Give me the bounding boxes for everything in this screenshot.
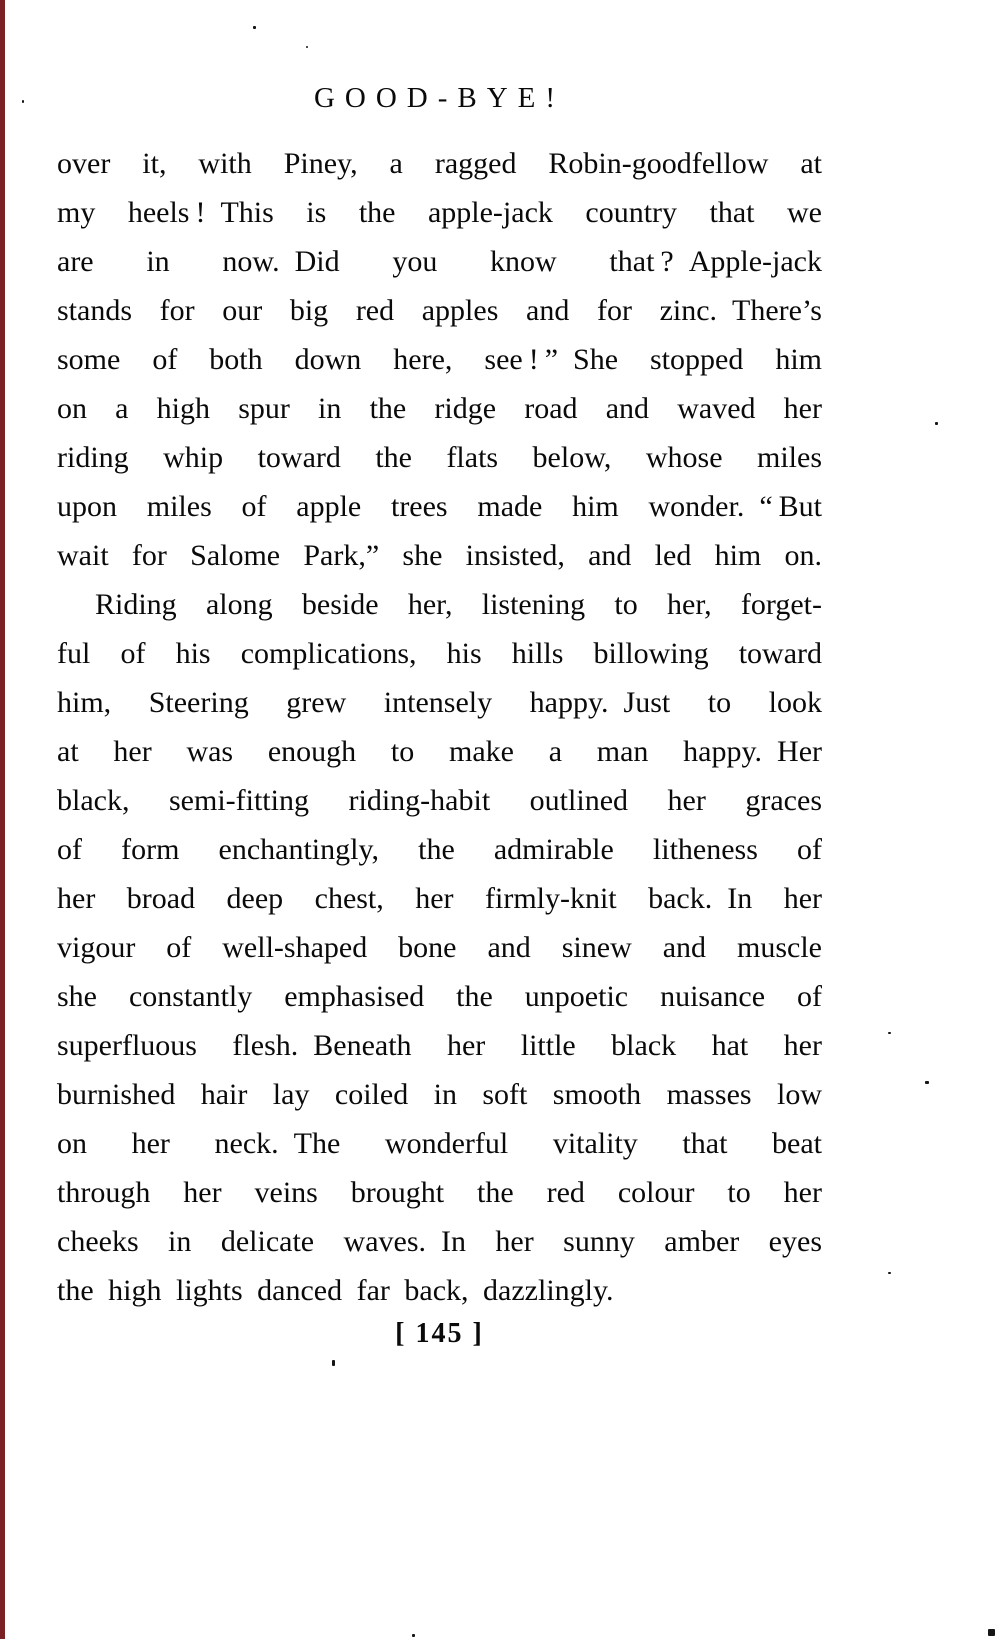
ink-speck xyxy=(935,422,938,425)
page-number: [ 145 ] xyxy=(395,1318,484,1349)
scan-edge-line xyxy=(0,0,5,1639)
text-line: she constantly emphasised the unpoetic nuisance of xyxy=(57,980,822,1013)
text-line: on a high spur in the ridge road and waved her xyxy=(57,392,822,425)
text-line: over it, with Piney, a ragged Robin-goodfellow at xyxy=(57,147,822,180)
text-line: black, semi-fitting riding-habit outlined her graces xyxy=(57,784,822,817)
text-line: at her was enough to make a man happy. Her xyxy=(57,735,822,768)
ink-speck xyxy=(253,26,256,29)
text-line: superfluous flesh. Beneath her little black hat her xyxy=(57,1029,822,1062)
text-line: Riding along beside her, listening to her, forget- xyxy=(95,588,822,621)
text-line: cheeks in delicate waves. In her sunny amber eyes xyxy=(57,1225,822,1258)
text-line: upon miles of apple trees made him wonder. “ But xyxy=(57,490,822,523)
ink-speck xyxy=(988,1629,995,1636)
text-line: riding whip toward the flats below, whose miles xyxy=(57,441,822,474)
chapter-header: GOOD-BYE! xyxy=(313,82,566,114)
text-line: him, Steering grew intensely happy. Just to look xyxy=(57,686,822,719)
ink-speck xyxy=(332,1360,335,1366)
ink-speck xyxy=(888,1032,891,1034)
text-line: wait for Salome Park,” she insisted, and led him on. xyxy=(57,539,822,572)
ink-speck xyxy=(925,1081,929,1084)
ink-speck xyxy=(888,1272,891,1274)
text-line: her broad deep chest, her firmly-knit back. In her xyxy=(57,882,822,915)
text-line: of form enchantingly, the admirable litheness of xyxy=(57,833,822,866)
text-line: some of both down here, see ! ” She stopped him xyxy=(57,343,822,376)
ink-speck xyxy=(306,46,308,48)
text-line: through her veins brought the red colour to her xyxy=(57,1176,822,1209)
ink-speck xyxy=(22,100,24,103)
text-line: are in now. Did you know that ? Apple-jack xyxy=(57,245,822,278)
text-line: vigour of well-shaped bone and sinew and muscle xyxy=(57,931,822,964)
body-text xyxy=(57,139,822,1315)
text-line: ful of his complications, his hills billowing toward xyxy=(57,637,822,670)
ink-speck xyxy=(412,1634,415,1637)
text-line: burnished hair lay coiled in soft smooth masses low xyxy=(57,1078,822,1111)
text-line: on her neck. The wonderful vitality that beat xyxy=(57,1127,822,1160)
text-line: stands for our big red apples and for zinc. There’s xyxy=(57,294,822,327)
text-line: the high lights danced far back, dazzlingly. xyxy=(57,1274,614,1307)
text-line: my heels ! This is the apple-jack country that we xyxy=(57,196,822,229)
